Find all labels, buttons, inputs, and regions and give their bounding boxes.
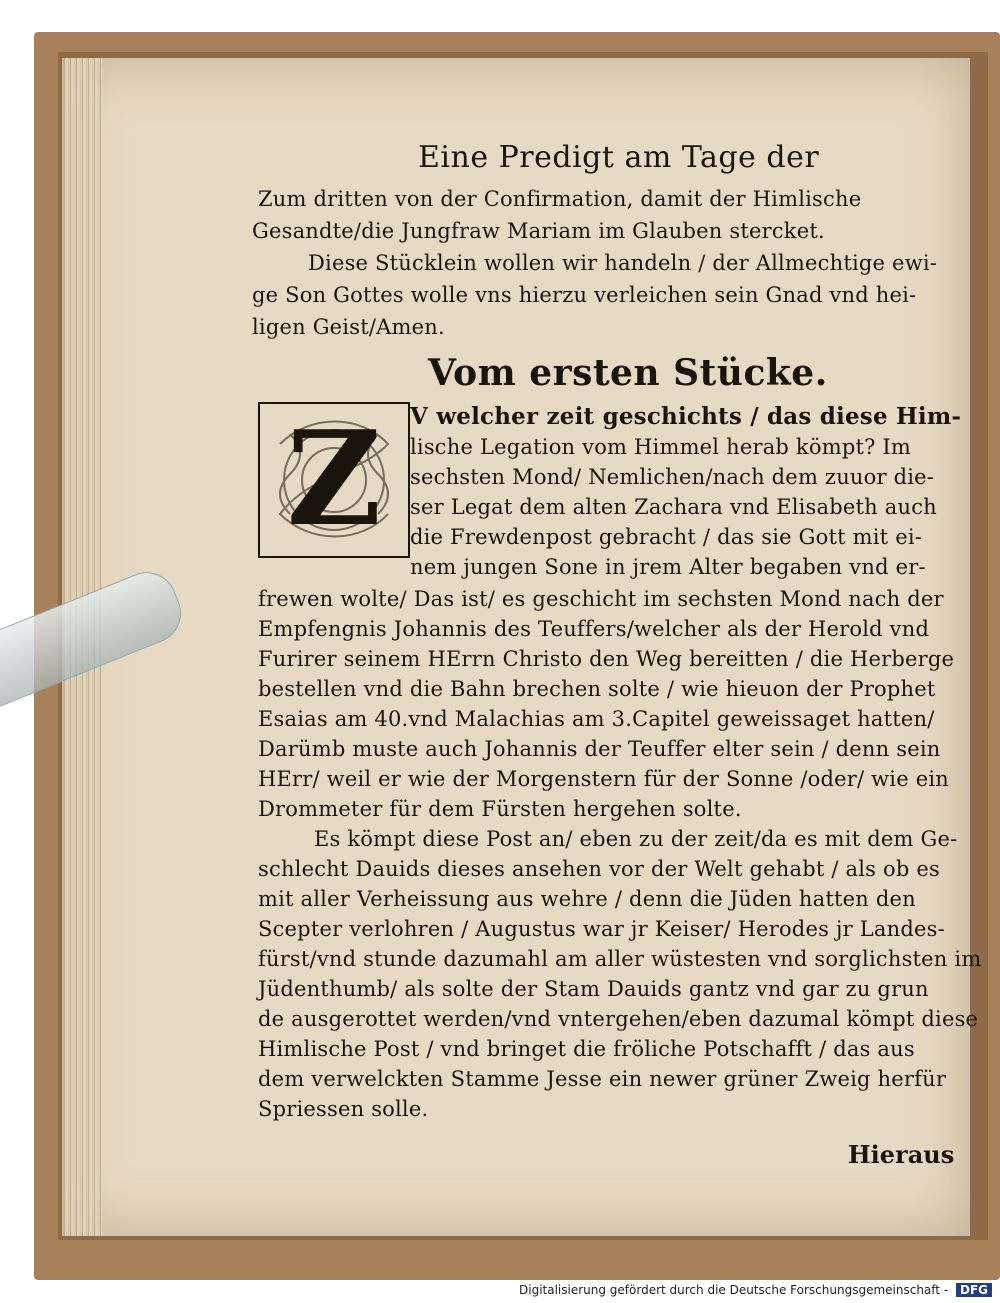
intro-line: Diese Stücklein wollen wir handeln / der Allmechtige ewi- [308, 251, 938, 275]
body-line: Himlische Post / vnd bringet die fröliche Potschafft / das aus [258, 1037, 915, 1061]
body-line: Es kömpt diese Post an/ eben zu der zeit/da es mit dem Ge- [314, 827, 958, 851]
body-line: schlecht Dauids dieses ansehen vor der Welt gehabt / als ob es [258, 857, 940, 881]
intro-line: ge Son Gottes wolle vns hierzu verleichen sein Gnad vnd hei- [252, 283, 917, 307]
body-line: mit aller Verheissung aus wehre / denn die Jüden hatten den [258, 887, 916, 911]
body-line: lische Legation vom Himmel herab kömpt? Im [410, 435, 912, 459]
running-head: Eine Predigt am Tage der [418, 140, 820, 175]
body-line: Esaias am 40.vnd Malachias am 3.Capitel geweissaget hatten/ [258, 707, 935, 731]
footer-credit [519, 1283, 992, 1297]
body-line: Spriessen solle. [258, 1097, 429, 1121]
footer-text: Digitalisierung gefördert durch die Deutsche Forschungsgemeinschaft - [519, 1283, 949, 1297]
body-line: die Frewdenpost gebracht / das sie Gott mit ei- [410, 525, 923, 549]
body-line: Darümb muste auch Johannis der Teuffer elter sein / denn sein [258, 737, 941, 761]
intro-line: Gesandte/die Jungfraw Mariam im Glauben stercket. [252, 219, 825, 243]
intro-line: ligen Geist/Amen. [252, 315, 445, 339]
body-line: frewen wolte/ Das ist/ es geschicht im sechsten Mond nach der [258, 587, 944, 611]
body-line: bestellen vnd die Bahn brechen solte / wie hieuon der Prophet [258, 677, 936, 701]
section-heading: Vom ersten Stücke. [428, 352, 828, 394]
catchword: Hieraus [848, 1140, 955, 1169]
body-line: HErr/ weil er wie der Morgenstern für der Sonne /oder/ wie ein [258, 767, 949, 791]
body-line: Jüdenthumb/ als solte der Stam Dauids gantz vnd gar zu grun [258, 977, 929, 1001]
body-line: Furirer seinem HErrn Christo den Weg bereitten / die Herberge [258, 647, 955, 671]
body-line: de ausgerottet werden/vnd vntergehen/eben dazumal kömpt diese [258, 1007, 979, 1031]
body-line: Scepter verlohren / Augustus war jr Keiser/ Herodes jr Landes- [258, 917, 945, 941]
body-line: fürst/vnd stunde dazumahl am aller wüstesten vnd sorglichsten im [258, 947, 982, 971]
body-line: Empfengnis Johannis des Teuffers/welcher als der Herold vnd [258, 617, 930, 641]
initial-letter: Z [286, 402, 382, 555]
body-line: sechsten Mond/ Nemlichen/nach dem zuuor die- [410, 465, 935, 489]
body-line: nem jungen Sone in jrem Alter begaben vnd er- [410, 555, 926, 579]
dfg-logo[interactable]: DFG [956, 1283, 992, 1297]
decorated-initial [258, 402, 410, 558]
body-line: V welcher zeit geschichts / das diese Him- [410, 403, 962, 430]
body-line: dem verwelckten Stamme Jesse ein newer grüner Zweig herfür [258, 1067, 947, 1091]
body-line: Drommeter für dem Fürsten hergehen solte. [258, 797, 742, 821]
intro-line: Zum dritten von der Confirmation, damit der Himlische [258, 187, 862, 211]
body-line: ser Legat dem alten Zachara vnd Elisabeth auch [410, 495, 937, 519]
